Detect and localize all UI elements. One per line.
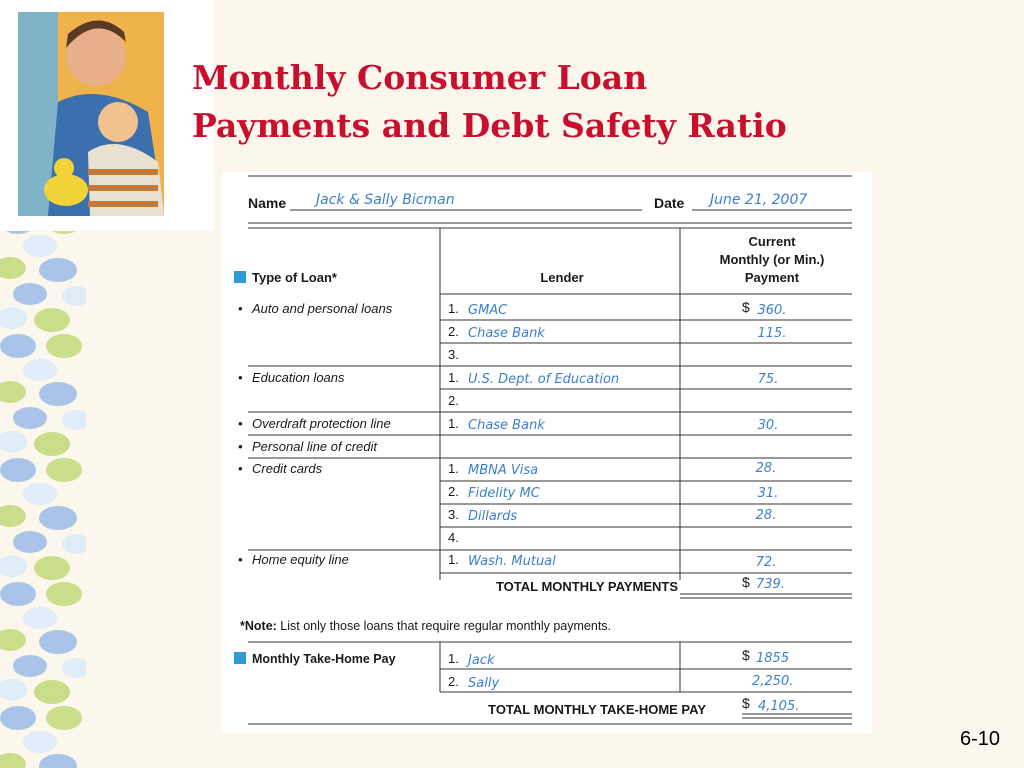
- row-number: 2.: [448, 324, 459, 339]
- name-label: Name: [248, 195, 287, 211]
- row-number: 1.: [448, 461, 459, 476]
- amount-home-equity-1: 72.: [755, 555, 777, 570]
- row-number: 3.: [448, 347, 459, 362]
- dollar-sign: $: [742, 299, 750, 315]
- row-number: 2.: [448, 674, 459, 689]
- row-number: 1.: [448, 370, 459, 385]
- amount-education-1: 75.: [757, 372, 779, 387]
- takehome-amount-2: 2,250.: [752, 674, 794, 689]
- col-header-payment-1: Current: [748, 234, 796, 249]
- lender-overdraft-1: Chase Bank: [468, 418, 545, 433]
- dollar-sign: $: [742, 647, 750, 663]
- section-square-icon: [234, 271, 246, 283]
- takehome-label: Monthly Take-Home Pay: [252, 652, 396, 666]
- total-takehome-label: TOTAL MONTHLY TAKE-HOME PAY: [488, 702, 706, 717]
- amount-cc-3: 28.: [755, 508, 777, 523]
- total-payments-label: TOTAL MONTHLY PAYMENTS: [495, 579, 678, 594]
- slide-number: 6-10: [959, 728, 1000, 750]
- bullet-icon: •: [238, 461, 243, 476]
- dollar-sign: $: [742, 695, 750, 711]
- col-header-lender: Lender: [540, 270, 584, 285]
- amount-auto-1: 360.: [757, 303, 787, 318]
- category-overdraft: Overdraft protection line: [252, 416, 391, 431]
- col-header-payment-2: Monthly (or Min.): [719, 252, 825, 267]
- date-value: June 21, 2007: [710, 192, 808, 208]
- amount-cc-2: 31.: [757, 486, 779, 501]
- row-number: 1.: [448, 301, 459, 316]
- bullet-icon: •: [238, 416, 243, 431]
- row-number: 1.: [448, 552, 459, 567]
- row-number: 1.: [448, 651, 459, 666]
- amount-overdraft-1: 30.: [757, 418, 779, 433]
- row-number: 4.: [448, 530, 459, 545]
- bullet-icon: •: [238, 552, 243, 567]
- amount-cc-1: 28.: [755, 461, 777, 476]
- lender-auto-1: GMAC: [468, 303, 508, 318]
- category-personal-credit: Personal line of credit: [252, 439, 378, 454]
- name-value: Jack & Sally Bicman: [316, 192, 455, 208]
- bullet-icon: •: [238, 301, 243, 316]
- lender-cc-3: Dillards: [468, 509, 518, 524]
- row-number: 2.: [448, 484, 459, 499]
- loan-payment-worksheet: [222, 172, 872, 733]
- section-square-icon: [234, 652, 246, 664]
- total-payments-value: 739.: [756, 577, 785, 592]
- lender-home-equity-1: Wash. Mutual: [468, 554, 556, 569]
- lender-education-1: U.S. Dept. of Education: [468, 372, 620, 387]
- dollar-sign: $: [742, 574, 750, 590]
- lender-auto-2: Chase Bank: [468, 326, 545, 341]
- lender-cc-1: MBNA Visa: [468, 463, 539, 478]
- family-photo: [0, 0, 214, 231]
- bullet-icon: •: [238, 439, 243, 454]
- col-header-type: Type of Loan*: [252, 270, 337, 285]
- category-education: Education loans: [252, 370, 345, 385]
- lender-cc-2: Fidelity MC: [468, 486, 540, 501]
- row-number: 1.: [448, 416, 459, 431]
- takehome-name-2: Sally: [468, 676, 500, 691]
- col-header-payment-3: Payment: [744, 270, 800, 285]
- category-auto: Auto and personal loans: [252, 301, 393, 316]
- row-number: 2.: [448, 393, 459, 408]
- amount-auto-2: 115.: [757, 326, 787, 341]
- total-takehome-value: 4,105.: [758, 699, 800, 714]
- category-home-equity: Home equity line: [252, 552, 349, 567]
- title-line-1: Monthly Consumer Loan: [192, 58, 648, 97]
- row-number: 3.: [448, 507, 459, 522]
- bullet-icon: •: [238, 370, 243, 385]
- note-text: [240, 619, 611, 633]
- note-label: *Note:: [240, 619, 277, 633]
- note-body: List only those loans that require regular monthly payments.: [276, 619, 612, 633]
- takehome-amount-1: 1855: [756, 651, 790, 666]
- takehome-name-1: Jack: [468, 653, 495, 668]
- title-line-2: Payments and Debt Safety Ratio: [192, 106, 787, 145]
- slide-title: [192, 54, 992, 150]
- category-credit-cards: Credit cards: [252, 461, 323, 476]
- date-label: Date: [654, 195, 685, 211]
- decorative-dot-pattern: [0, 210, 86, 768]
